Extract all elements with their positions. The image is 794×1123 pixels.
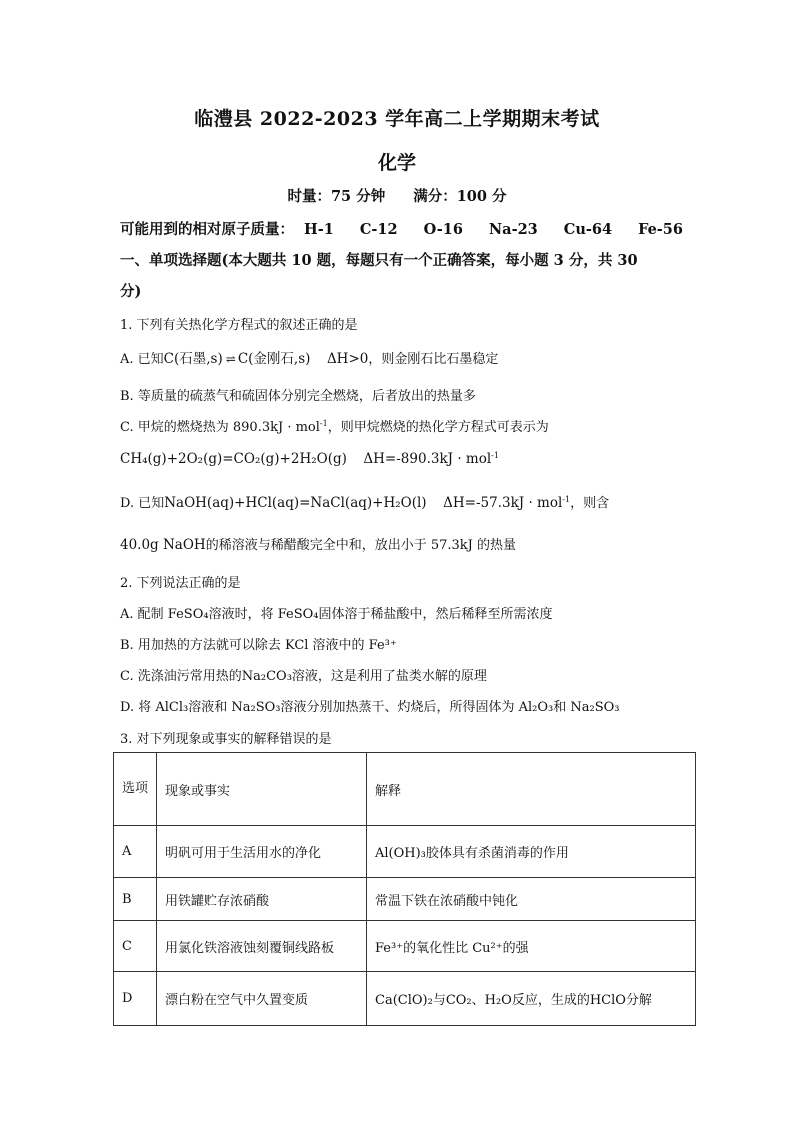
q2-option-c: C. 洗涤油污常用热的Na₂CO₃溶液，这是利用了盐类水解的原理: [120, 669, 487, 684]
table-header-cell: 解释: [367, 753, 696, 826]
atomic-mass-item: Fe-56: [638, 221, 683, 238]
q1-c-dh-sup: -1: [491, 451, 499, 460]
table-header-cell: 现象或事实: [157, 753, 367, 826]
q1-a-right: C(金刚石,s): [237, 351, 311, 367]
q1-c-sup: -1: [319, 419, 328, 428]
q1-d-line2-text: 的稀溶液与稀醋酸完全中和，放出小于 57.3kJ 的热量: [205, 538, 517, 553]
q1-option-c: [120, 416, 549, 435]
table-row: [114, 878, 696, 921]
time-score-line: [0, 185, 794, 206]
table-cell-option: D: [114, 972, 157, 1026]
q1-d-sup: -1: [562, 495, 571, 504]
full-score: 满分：100 分: [413, 188, 507, 205]
atomic-mass-item: O-16: [423, 221, 463, 238]
atomic-mass-item: C-12: [359, 221, 398, 238]
table-cell-explanation: 常温下铁在浓硝酸中钝化: [367, 878, 696, 921]
atomic-mass-item: Cu-64: [563, 221, 613, 238]
q1-c-text: C. 甲烷的燃烧热为 890.3kJ · mol: [120, 420, 320, 435]
section-heading-cont: 分): [120, 283, 142, 300]
q1-option-d: [120, 492, 609, 511]
subject-title: 化学: [377, 152, 416, 174]
section-heading: 一、单项选择题(本大题共 10 题，每题只有一个正确答案，每小题 3 分，共 30: [120, 252, 638, 269]
q1-d-dh: ΔH=-57.3kJ · mol: [443, 495, 563, 511]
q1-d-eq: NaOH(aq)+HCl(aq)=NaCl(aq)+H₂O(l): [164, 495, 427, 511]
atomic-mass-item: H-1: [304, 221, 334, 238]
exam-title: 临澧县 2022-2023 学年高二上学期期末考试: [194, 108, 600, 130]
q2-stem: 2. 下列说法正确的是: [120, 576, 241, 591]
q1-d-prefix: D. 已知: [120, 496, 165, 511]
q1-a-left: C(石墨,s): [163, 351, 223, 367]
table-cell-explanation: Fe³⁺的氧化性比 Cu²⁺的强: [367, 921, 696, 972]
atomic-mass-line: [120, 218, 709, 239]
table-cell-explanation: Ca(ClO)₂与CO₂、H₂O反应，生成的HClO分解: [367, 972, 696, 1026]
q1-c-equation: [120, 451, 499, 467]
q3-table: [113, 752, 696, 1026]
q1-a-prefix: A. 已知: [120, 352, 164, 367]
table-header-cell: 选项: [114, 753, 157, 826]
q3-stem: 3. 对下列现象或事实的解释错误的是: [120, 732, 332, 747]
q1-option-b: B. 等质量的硫蒸气和硫固体分别完全燃烧，后者放出的热量多: [120, 389, 476, 404]
table-row: [114, 826, 696, 878]
table-cell-option: B: [114, 878, 157, 921]
time-limit: 时量：75 分钟: [287, 188, 386, 205]
q1-option-a: [120, 347, 498, 367]
q1-c-tail: ，则甲烷燃烧的热化学方程式可表示为: [327, 420, 549, 435]
q2-option-b: B. 用加热的方法就可以除去 KCl 溶液中的 Fe³⁺: [120, 638, 397, 653]
atomic-mass-item: Na-23: [488, 221, 538, 238]
q1-stem: 1. 下列有关热化学方程式的叙述正确的是: [120, 318, 358, 333]
table-row: [114, 972, 696, 1026]
atomic-mass-label: 可能用到的相对原子质量：: [120, 221, 294, 238]
q2-option-a: A. 配制 FeSO₄溶液时，将 FeSO₄固体溶于稀盐酸中，然后稀释至所需浓度: [120, 607, 553, 622]
q1-d-line2: [120, 534, 516, 553]
table-header-row: [114, 753, 696, 826]
table-cell-fact: 漂白粉在空气中久置变质: [157, 972, 367, 1026]
q1-a-dh: ΔH>0: [326, 351, 369, 367]
table-cell-option: C: [114, 921, 157, 972]
q1-d-naoh: 40.0g NaOH: [120, 537, 206, 553]
table-cell-explanation: Al(OH)₃胶体具有杀菌消毒的作用: [367, 826, 696, 878]
equilibrium-arrow-icon: ⇌: [225, 352, 235, 366]
table-cell-option: A: [114, 826, 157, 878]
table-cell-fact: 用氯化铁溶液蚀刻覆铜线路板: [157, 921, 367, 972]
table-cell-fact: 明矾可用于生活用水的净化: [157, 826, 367, 878]
q1-c-eq: CH₄(g)+2O₂(g)=CO₂(g)+2H₂O(g): [120, 451, 347, 467]
q2-option-d: D. 将 AlCl₃溶液和 Na₂SO₃溶液分别加热蒸干、灼烧后，所得固体为 Al₂O₃和 Na₂SO₃: [120, 700, 620, 715]
table-cell-fact: 用铁罐贮存浓硝酸: [157, 878, 367, 921]
q1-d-tail: ，则含: [570, 496, 610, 511]
table-row: [114, 921, 696, 972]
q1-c-dh: ΔH=-890.3kJ · mol: [363, 451, 492, 467]
q1-a-suffix: ，则金刚石比石墨稳定: [368, 352, 499, 367]
